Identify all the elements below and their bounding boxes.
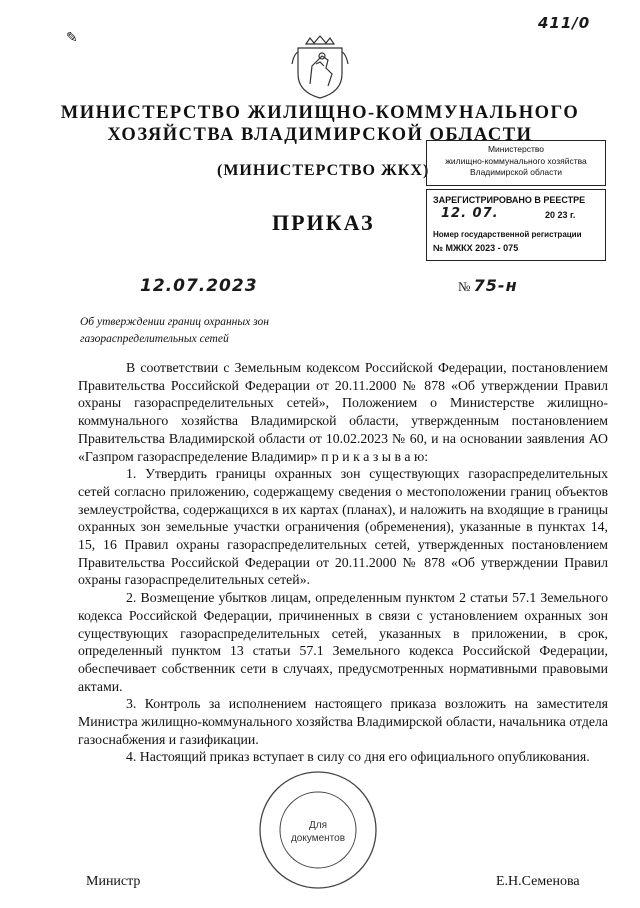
item-4-paragraph: 4. Настоящий приказ вступает в силу со дня его официального опубликования. <box>126 749 590 765</box>
ministry-name-line2: ХОЗЯЙСТВА ВЛАДИМИРСКОЙ ОБЛАСТИ <box>107 125 533 145</box>
round-seal-stamp <box>256 768 380 892</box>
signer-name: Е.Н.Семенова <box>496 874 580 889</box>
round-seal-line1: Для <box>308 820 328 831</box>
coat-of-arms-emblem <box>288 34 352 100</box>
item-2-paragraph: 2. Возмещение убытков лицам, определенным пунктом 2 статьи 57.1 Земельного кодекса Российской Федерации, причиненных в связи с установлением охранных зон существующих газораспределительных сетей, указанных в приложении, в срок, определенный пунктом 13 статьи 57.1 Земельного кодекса Российской Федерации, обеспечивает собственник сети в случаях, предусмотренных нормативными правовыми актами. <box>78 590 608 694</box>
order-subject: Об утверждении границ охранных зон газораспределительных сетей <box>80 316 269 345</box>
round-seal-graphic <box>256 768 380 892</box>
scan-mark: ✎ <box>66 31 78 46</box>
document-title: ПРИКАЗ <box>272 210 375 235</box>
round-seal-line2: документов <box>290 833 346 844</box>
signer-position: Министр <box>86 874 141 889</box>
order-date: 12.07.2023 <box>140 276 258 296</box>
order-number <box>458 276 518 295</box>
item-3-paragraph: 3. Контроль за исполнением настоящего приказа возложить на заместителя Министра жилищно-коммунального хозяйства Владимирской области, начальника отдела газоснабжения и газификации. <box>78 696 608 747</box>
preamble-paragraph: В соответствии с Земельным кодексом Российской Федерации, постановлением Правительства Российской Федерации от 20.11.2000 № 878 «Об утверждении Правил охраны газораспределительных сетей», Положением о Министерстве жилищно-коммунального хозяйства Владимирской области, утвержденным постановлением Правительства Владимирской области от 10.02.2023 № 60, и на основании заявления АО «Газпром газораспределение Владимир» п р и к а з ы в а ю: <box>78 360 608 464</box>
ministry-name-line1: МИНИСТЕРСТВО ЖИЛИЩНО-КОММУНАЛЬНОГО <box>60 103 580 123</box>
registration-year: 20 23 г. <box>545 210 576 220</box>
ministry-short-name: (МИНИСТЕРСТВО ЖКХ) <box>217 162 430 179</box>
registration-number-label: Номер государственной регистрации <box>433 230 582 239</box>
archive-number-handwritten: 411/0 <box>538 14 591 32</box>
item-1-paragraph: 1. Утвердить границы охранных зон существующих газораспределительных сетей согласно приложению, содержащему сведения о местоположении границ объектов землеустройства, содержащихся в их картах (планах), и наложить на входящие в границы охранных зон земельные участки ограничения (обременения), указанные в пунктах 14, 15, 16 Правил охраны газораспределительных сетей, утвержденных постановлением Правительства Российской Федерации от 20.11.2000 № 878 «Об утверждении Правил охраны газораспределительных сетей». <box>78 466 608 588</box>
registration-label: ЗАРЕГИСТРИРОВАНО В РЕЕСТРЕ <box>433 195 586 205</box>
registration-number: № МЖКХ 2023 - 075 <box>433 243 519 253</box>
registration-date: 12. 07. <box>441 206 499 221</box>
registration-stamp <box>426 189 606 261</box>
order-number-prefix: № <box>458 279 471 294</box>
ministry-stamp <box>426 140 606 186</box>
ministry-stamp-line3: Владимирской области <box>469 167 563 177</box>
order-number-value: 75-н <box>473 276 518 295</box>
ministry-stamp-line1: Министерство <box>487 144 545 154</box>
ministry-stamp-line2: жилищно-коммунального хозяйства <box>445 155 587 166</box>
order-body <box>78 359 608 766</box>
